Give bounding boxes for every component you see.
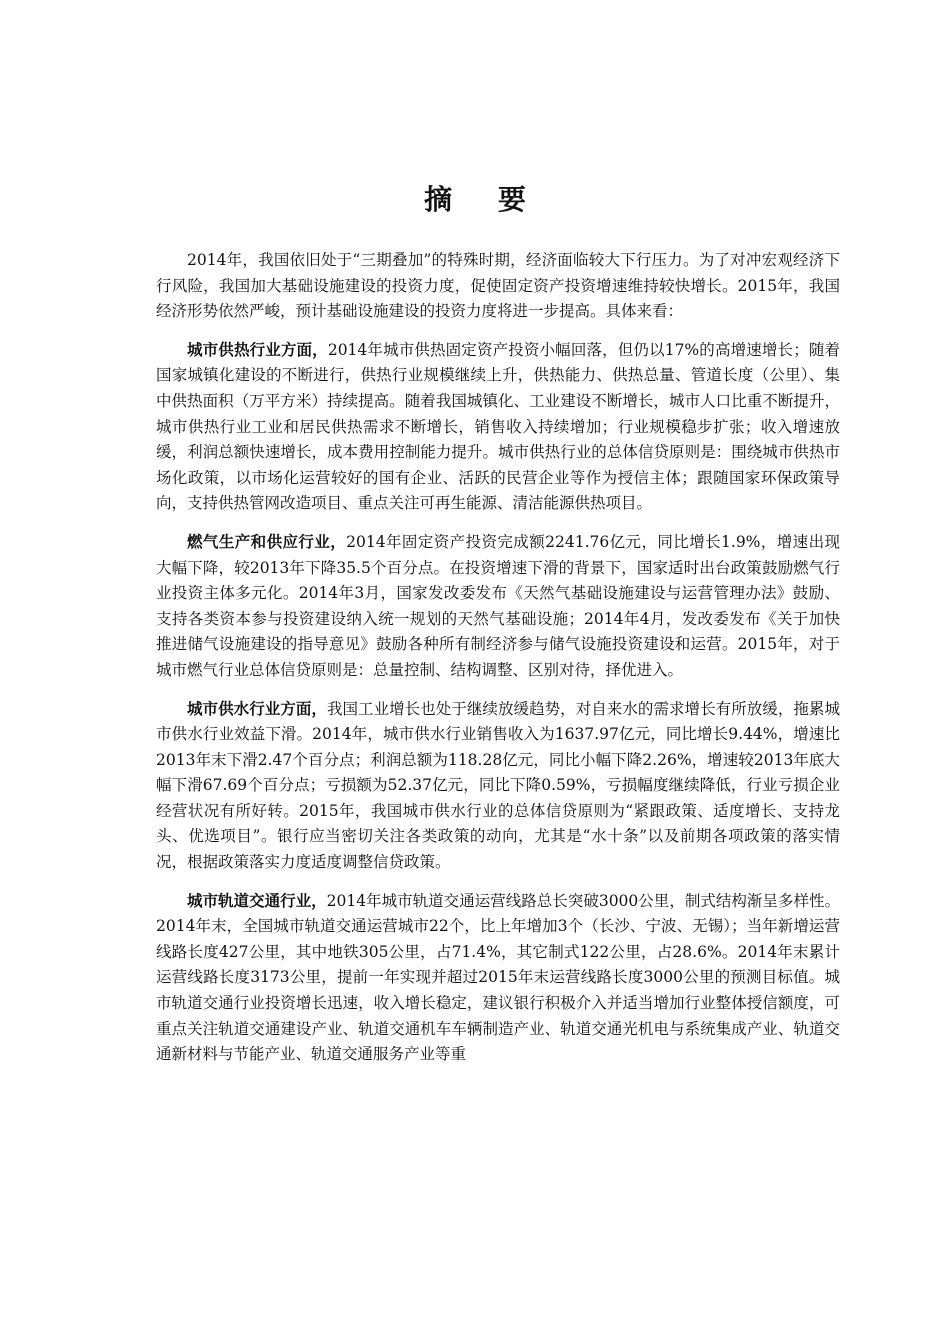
- paragraph-text: 我国工业增长也处于继续放缓趋势，对自来水的需求增长有所放缓，拖累城市供水行业效益下滑。2014年，城市供水行业销售收入为1637.97亿元，同比增长9.44%，增速比2013年末下滑2.47个百分点；利润总额为118.28亿元，同比小幅下降2.26%，增速较2013年底大幅下滑67.69个百分点；亏损额为52.37亿元，同比下降0.59%，亏损幅度继续降低，行业亏损企业经营状况有所好转。2015年，我国城市供水行业的总体信贷原则为“紧跟政策、适度增长、支持龙头、优选项目”。银行应当密切关注各类政策的动向，尤其是“水十条”以及前期各项政策的落实情况，根据政策落实力度适度调整信贷政策。: [156, 699, 840, 872]
- paragraph-lead-gas: 燃气生产和供应行业，: [187, 531, 347, 551]
- paragraph-heating: [156, 337, 840, 517]
- paragraph-lead-water: 城市供水行业方面，: [187, 698, 327, 718]
- paragraph-intro: [156, 248, 840, 325]
- paragraph-water: [156, 696, 840, 876]
- paragraph-lead-rail: 城市轨道交通行业，: [187, 890, 327, 910]
- page-title: 摘 要: [424, 183, 544, 216]
- paragraph-gas: [156, 529, 840, 684]
- paragraph-text: 2014年城市供热固定资产投资小幅回落，但仍以17%的高增速增长；随着国家城镇化建设的不断进行，供热行业规模继续上升，供热能力、供热总量、管道长度（公里）、集中供热面积（万平方米）持续提高。随着我国城镇化、工业建设不断增长，城市人口比重不断提升，城市供热行业工业和居民供热需求不断增长，销售收入持续增加；行业规模稳步扩张；收入增速放缓，利润总额快速增长，成本费用控制能力提升。城市供热行业的总体信贷原则是：围绕城市供热市场化政策，以市场化运营较好的国有企业、活跃的民营企业等作为授信主体；跟随国家环保政策导向，支持供热管网改造项目、重点关注可再生能源、清洁能源供热项目。: [156, 340, 840, 513]
- paragraph-lead-heating: 城市供热行业方面，: [187, 339, 328, 359]
- paragraph-text: 2014年城市轨道交通运营线路总长突破3000公里，制式结构渐呈多样性。2014年末，全国城市轨道交通运营城市22个，比上年增加3个（长沙、宁波、无锡）；当年新增运营线路长度427公里，其中地铁305公里，占71.4%，其它制式122公里，占28.6%。2014年末累计运营线路长度3173公里，提前一年实现并超过2015年末运营线路长度3000公里的预测目标值。城市轨道交通行业投资增长迅速，收入增长稳定，建议银行积极介入并适当增加行业整体授信额度，可重点关注轨道交通建设产业、轨道交通机车车辆制造产业、轨道交通光机电与系统集成产业、轨道交通新材料与节能产业、轨道交通服务产业等重: [156, 891, 840, 1064]
- paragraph-text: 2014年，我国依旧处于“三期叠加”的特殊时期，经济面临较大下行压力。为了对冲宏观经济下行风险，我国加大基础设施建设的投资力度，促使固定资产投资增速维持较快增长。2015年，我国经济形势依然严峻，预计基础设施建设的投资力度将进一步提高。具体来看：: [156, 251, 840, 321]
- paragraph-rail: [156, 888, 840, 1068]
- paragraph-text: 2014年固定资产投资完成额2241.76亿元，同比增长1.9%，增速出现大幅下降，较2013年下降35.5个百分点。在投资增速下滑的背景下，国家适时出台政策鼓励燃气行业投资主体多元化。2014年3月，国家发改委发布《天然气基础设施建设与运营管理办法》鼓励、支持各类资本参与投资建设纳入统一规划的天然气基础设施；2014年4月，发改委发布《关于加快推进储气设施建设的指导意见》鼓励各种所有制经济参与储气设施投资建设和运营。2015年，对于城市燃气行业总体信贷原则是：总量控制、结构调整、区别对待，择优进入。: [156, 532, 840, 679]
- summary-body: [156, 248, 840, 1080]
